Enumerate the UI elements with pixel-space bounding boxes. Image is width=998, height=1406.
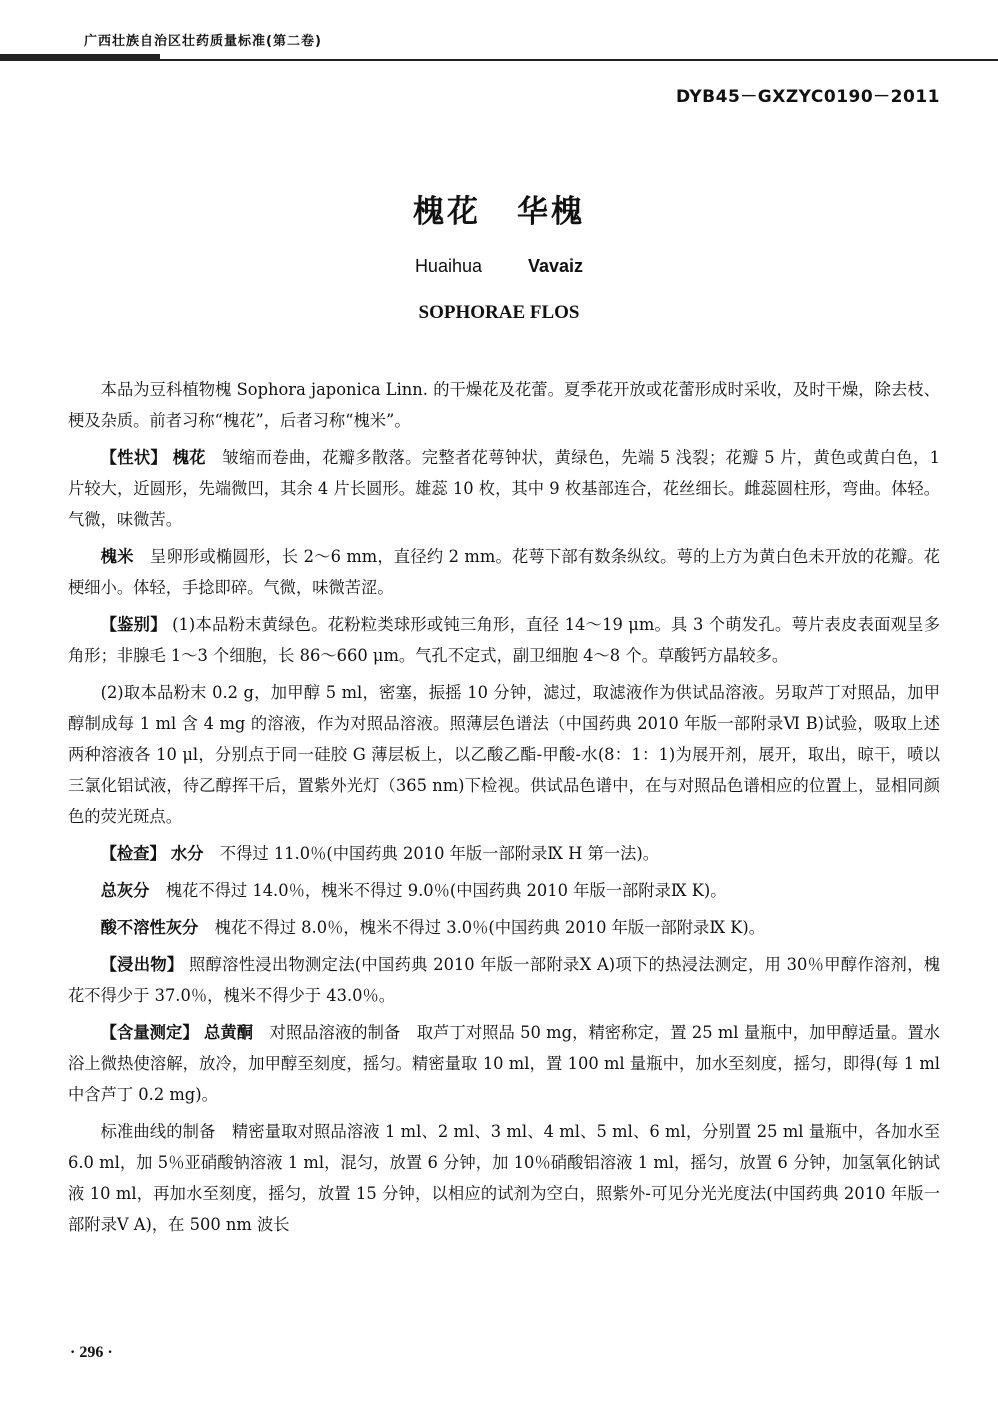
section-label-assay: 【含量测定】 — [100, 1023, 199, 1042]
sub-label-water: 水分 — [170, 844, 204, 863]
title-zhuang-name: 华槐 — [517, 194, 585, 230]
extractives-paragraph — [68, 949, 940, 1011]
acid-ash-paragraph — [68, 912, 940, 943]
total-ash-paragraph — [68, 875, 940, 906]
extractives-text: 照醇溶性浸出物测定法(中国药典 2010 年版一部附录Ⅹ A)项下的热浸法测定，用 30％甲醇作溶剂，槐花不得少于 37.0％，槐米不得少于 43.0％。 — [68, 955, 940, 1005]
huaimi-text: 呈卵形或椭圆形，长 2～6 mm，直径约 2 mm。花萼下部有数条纵纹。萼的上方为黄白色未开放的花瓣。花梗细小。体轻，手捻即碎。气微，味微苦涩。 — [68, 547, 940, 597]
intro-paragraph: 本品为豆科植物槐 Sophora japonica Linn. 的干燥花及花蕾。夏季花开放或花蕾形成时采收，及时干燥，除去枝、梗及杂质。前者习称“槐花”，后者习称“槐米”。 — [68, 380, 940, 430]
running-header: 广西壮族自治区壮药质量标准(第二卷) — [84, 34, 322, 49]
standard-code: DYB45－GXZYC0190－2011 — [676, 87, 940, 107]
sub-label-huaimi: 槐米 — [100, 547, 134, 566]
assay-paragraph — [68, 1017, 940, 1110]
huaimi-paragraph — [68, 541, 940, 603]
acid-ash-text: 槐花不得过 8.0％，槐米不得过 3.0％(中国药典 2010 年版一部附录Ⅸ K)。 — [214, 918, 766, 937]
page-title — [0, 186, 998, 231]
standard-curve-paragraph: 标准曲线的制备 精密量取对照品溶液 1 ml、2 ml、3 ml、4 ml、5 ml、6 ml，分别置 25 ml 量瓶中，各加水至 6.0 ml，加 5％亚硝酸钠溶液 1 ml，混匀，放置 6 分钟，加 10％硝酸铝溶液 1 ml，摇匀，放置 6 分钟，加氢氧化钠试液 10 ml，再加水至刻度，摇匀，放置 15 分钟，以相应的试剂为空白，照紫外-可见分光光度法(中国药典 2010 年版一部附录Ⅴ A)，在 500 nm 波长 — [68, 1122, 940, 1234]
page-number: · 296 · — [70, 1344, 113, 1361]
identification-paragraph-1 — [68, 609, 940, 671]
pinyin-line — [0, 256, 998, 277]
sub-label-flavonoids: 总黄酮 — [204, 1023, 254, 1042]
latin-name: SOPHORAE FLOS — [418, 302, 580, 323]
title-chinese-name: 槐花 — [413, 194, 481, 230]
identification-text-1: (1)本品粉末黄绿色。花粉粒类球形或钝三角形，直径 14～19 μm。具 3 个萌发孔。萼片表皮表面观呈多角形；非腺毛 1～3 个细胞，长 86～660 μm。气孔不定式，副卫细胞 4～8 个。草酸钙方晶较多。 — [68, 615, 940, 665]
water-text: 不得过 11.0％(中国药典 2010 年版一部附录Ⅸ H 第一法)。 — [219, 844, 660, 863]
total-ash-text: 槐花不得过 14.0％，槐米不得过 9.0％(中国药典 2010 年版一部附录Ⅸ K)。 — [165, 881, 727, 900]
description-paragraph — [68, 442, 940, 535]
section-label-extractives: 【浸出物】 — [100, 955, 184, 974]
pinyin-name: Huaihua — [414, 256, 482, 276]
section-label-inspection: 【检查】 — [100, 844, 166, 863]
assay-text: 对照品溶液的制备 取芦丁对照品 50 mg，精密称定，置 25 ml 量瓶中，加甲醇适量。置水浴上微热使溶解，放冷，加甲醇至刻度，摇匀。精密量取 10 ml，置 100 ml 量瓶中，加水至刻度，摇匀，即得(每 1 ml 中含芦丁 0.2 mg)。 — [68, 1023, 940, 1104]
zhuang-spelling: Vavaiz — [528, 256, 584, 276]
sub-label-total-ash: 总灰分 — [100, 881, 150, 900]
identification-paragraph-2: (2)取本品粉末 0.2 g，加甲醇 5 ml，密塞，振摇 10 分钟，滤过，取滤液作为供试品溶液。另取芦丁对照品，加甲醇制成每 1 ml 含 4 mg 的溶液，作为对照品溶液。照薄层色谱法（中国药典 2010 年版一部附录Ⅵ B)试验，吸取上述两种溶液各 10 μl，分别点于同一硅胶 G 薄层板上，以乙酸乙酯-甲酸-水(8：1：1)为展开剂，展开，取出，晾干，喷以三氯化铝试液，待乙醇挥干后，置紫外光灯（365 nm)下检视。供试品色谱中，在与对照品色谱相应的位置上，显相同颜色的荧光斑点。 — [68, 683, 940, 826]
description-text: 皱缩而卷曲，花瓣多散落。完整者花萼钟状，黄绿色，先端 5 浅裂；花瓣 5 片，黄色或黄白色，1 片较大，近圆形，先端微凹，其余 4 片长圆形。雄蕊 10 枚，其中 9 枚基部连合，花丝细长。雌蕊圆柱形，弯曲。体轻。气微，味微苦。 — [68, 448, 940, 529]
header-rule — [0, 59, 998, 61]
sub-label-huaihua: 槐花 — [172, 448, 206, 467]
sub-label-acid-ash: 酸不溶性灰分 — [100, 918, 199, 937]
inspection-water-paragraph — [68, 838, 940, 869]
section-label-description: 【性状】 — [100, 448, 168, 467]
section-label-identification: 【鉴别】 — [100, 615, 167, 634]
document-body — [68, 374, 940, 1246]
